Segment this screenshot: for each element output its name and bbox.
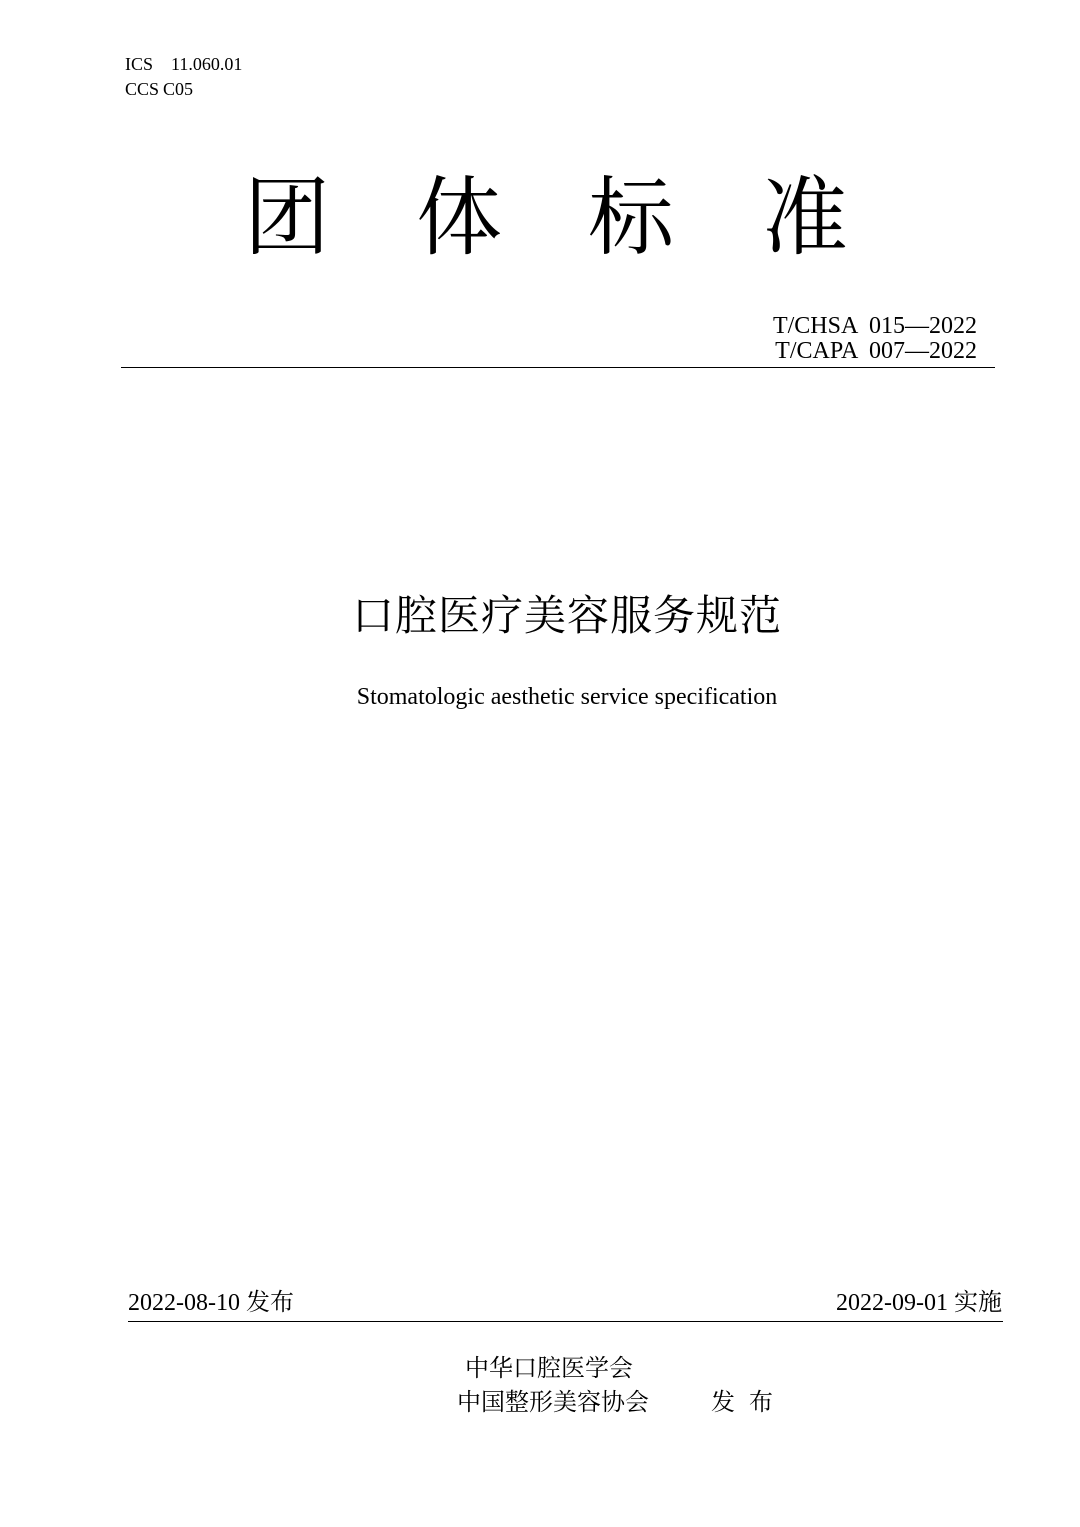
publisher-org-2: 中国整形美容协会 [457, 1388, 649, 1416]
ccs-code [125, 77, 193, 101]
header-divider [121, 367, 995, 368]
effective-date: 2022-09-01 实施 [836, 1290, 1002, 1316]
standard-type-char: 团 [244, 168, 330, 268]
ics-code [125, 52, 242, 76]
publisher-org-1: 中华口腔医学会 [465, 1354, 633, 1382]
document-title-en: Stomatologic aesthetic service specification [356, 684, 778, 710]
ics-value: 11.060.01 [171, 54, 243, 74]
ics-label: ICS [125, 54, 154, 74]
standard-type-char: 标 [588, 168, 674, 268]
document-title-zh: 口腔医疗美容服务规范 [351, 591, 782, 640]
standard-type-heading [0, 168, 1080, 268]
footer-divider [128, 1321, 1003, 1322]
standard-type-char: 体 [416, 168, 502, 268]
standard-type-char: 准 [762, 168, 848, 268]
ccs-value: C05 [163, 79, 194, 99]
publish-action-label: 发布 [711, 1388, 787, 1416]
standard-number-chsa: T/CHSA 015—2022 [772, 313, 977, 339]
ccs-label: CCS [125, 79, 160, 99]
publish-date: 2022-08-10 发布 [128, 1290, 294, 1316]
standard-number-capa: T/CAPA 007—2022 [775, 338, 977, 364]
